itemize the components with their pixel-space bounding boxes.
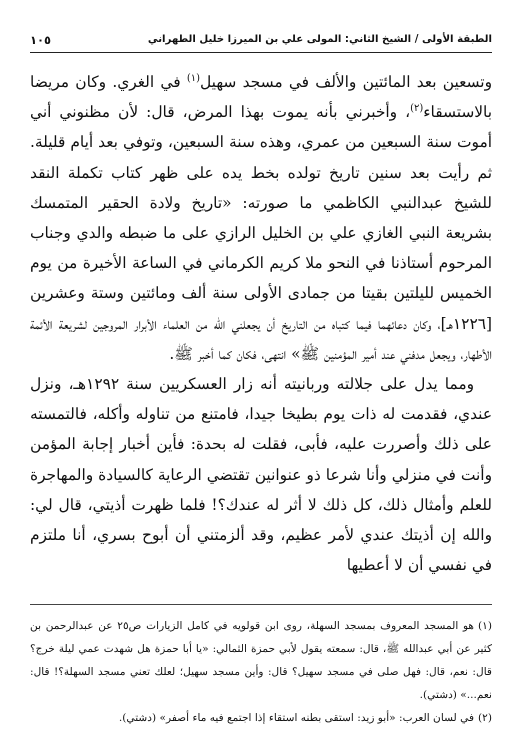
header-title: الطبقة الأولى / الشيخ الثاني: المولى علي بن الميرزا خليل الطهراني [147,34,492,45]
footnote-ref-2[interactable]: (٢) [410,103,424,115]
book-page [30,30,492,724]
paragraph-1-part-c: ، وأخبرني بأنه يموت بهذا المرض، قال: لأن مظنوني أني أموت سنة السبعين من عمري، وهذه سنة السبعين، وتوفي بعد أيام قليلة. ثم رأيت بعد سنين تاريخ تولده بخط يده على ظهر كتاب تكملة النقد للشيخ عبدالنبي الكاظمي ما صورته: «تاريخ ولادة الحقير المتمسك بشريعة النبي الغازي علي بن الخليل الرازي على ما ضبطه والدي وجناب المرحوم أستاذنا في النحو ملا كريم الكرماني في الساعة الأخيرة من يوم الخميس لليلتين بقيتا من جمادى الأولى سنة ألف ومائتين وستة وعشرين [١٢٢٦هـ]، وكان دعائهما فيما كتباه من التاريخ أن يجعلني الله من العلماء الأبرار المروجين لشريعة الأئمة الأطهار، ويجعل مدفني عند أمير المؤمنين ﷺ» انتهى، فكان كما أخبر ﷺ. [30,103,492,363]
footnote-2-label: (٢) [478,712,492,724]
footnotes [30,604,492,730]
page-number: ١٠٥ [30,33,52,47]
footnote-ref-1[interactable]: (١) [186,72,201,84]
footnote-1 [30,615,492,707]
paragraph-1 [30,67,492,369]
footnote-2 [30,707,492,730]
footnote-1-label: (١) [478,620,492,632]
footnote-2-text: في لسان العرب: «أبو زيد: استقى بطنه استقاء إذا اجتمع فيه ماء أصفر» (دشتي). [118,712,475,724]
paragraph-2: ومما يدل على جلالته وربانيته أنه زار العسكريين سنة ١٢٩٢هـ، ونزل عندي، فقدمت له ذات يوم بطيخا جيدا، فامتنع من تناوله وأكله، فالتمسته على ذلك وأصررت عليه، فأبى، فقلت له بحدة: فأين أخبار إجابة المؤمن وأنت في منزلي وأنا شرعا ذو عنوانين تقتضي الرعاية كالسيادة والمهاجرة للعلم وأمثال ذلك، كل ذلك لا أثر له عندك؟! فلما ظهرت أذيتي، قال لي: والله إن أذيتك عندي لأمر عظيم، وقد ألزمتني أن أبوح بسري، أنا ملتزم في نفسي أن لا أعطيها [30,375,492,575]
paragraph-1-part-a: وتسعين بعد المائتين والألف في مسجد سهيل [200,73,492,91]
footnote-1-text: هو المسجد المعروف بمسجد السهلة، روى ابن قولويه في كامل الزيارات ص٢٥ عن عبدالرحمن بن كثير عن أبي عبدالله ﷺ، قال: سمعته يقول لأبي حمزة الثمالي: «يا أبا حمزة هل شهدت عمي ليلة خرج؟ قال: نعم، قال: فهل صلى في مسجد سهيل؟ قال: وأين مسجد سهيل؛ لعلك تعني مسجد السهلة؟! قال: نعم...» (دشتي). [30,620,492,701]
running-header [30,30,492,53]
paragraph-1-part-b: في الغري. وكان مريضا بالاستسقاء [30,73,492,122]
main-text [30,67,492,580]
